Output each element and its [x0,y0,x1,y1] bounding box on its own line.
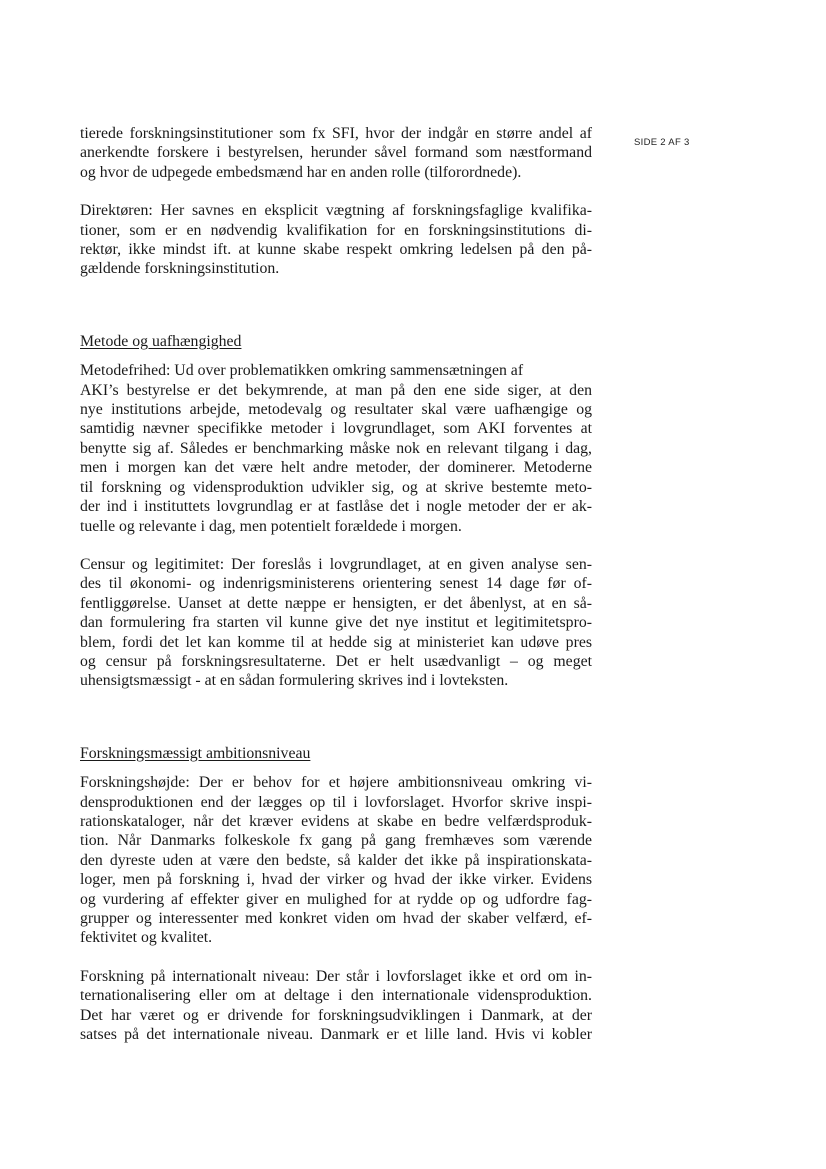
text-line: der ind i instituttets lovgrundlag er at fastlåse det i nogle metoder der er ak- [80,498,592,516]
paragraph-method-freedom [80,361,592,536]
text-line: Censur og legitimitet: Der foreslås i lovgrundlaget, at en given analyse sen- [80,555,592,573]
body-text [80,124,592,1063]
text-line: benytte sig af. Således er benchmarking måske nok en relevant tilgang i dag, [80,439,592,457]
paragraph-director [80,201,592,279]
text-line: grupper og interessenter med konkret viden om hvad der skaber velfærd, ef- [80,910,592,927]
text-line: Det har været og er drivende for forskningsudviklingen i Danmark, at der [80,1006,592,1024]
text-line: gældende forskningsinstitution. [80,260,280,278]
paragraph-international-research [80,967,592,1045]
text-line: Direktøren: Her savnes en eksplicit vægtning af forskningsfaglige kvalifika- [80,202,592,220]
paragraph-censorship-legitimacy [80,555,592,691]
text-line: nye institutions arbejde, metodevalg og resultater skal være uafhængige og [80,401,592,419]
text-line: tioner, som er en nødvendig kvalifikation for en forskningsinstitutions di- [80,221,592,239]
text-line: til forskning og vidensproduktion udvikler sig, og at skrive bestemte meto- [80,478,592,496]
text-line: men i morgen kan det være helt andre metoder, der dominerer. Metoderne [80,459,592,477]
text-line: tierede forskningsinstitutioner som fx SFI, hvor der indgår en større andel af [80,125,592,142]
paragraph-research-level [80,773,592,948]
section-heading-method: Metode og uafhængighed [80,332,242,350]
text-line: fektivitet og kvalitet. [80,929,213,947]
text-line: blem, fordi det let kan komme til at hedde sig at ministeriet kan udøve pres [80,633,592,651]
section-spacer [80,710,592,744]
text-line: dan formulering fra starten vil kunne give det nye institut et legitimitetspro- [80,614,592,632]
text-line: og vurdering af effekter giver en mulighed for at rydde op og udfordre fag- [80,890,592,908]
text-line: rationskataloger, når det kræver evidens at skabe en bedre velfærdsproduk- [80,812,592,830]
text-line: Metodefrihed: Ud over problematikken omkring sammensætningen af [80,362,524,380]
text-line: uhensigtsmæssigt - at en sådan formulering skrives ind i lovteksten. [80,672,509,690]
text-line: densproduktionen end der lægges op til i lovforslaget. Hvorfor skrive inspi- [80,793,592,811]
text-line: tion. Når Danmarks folkeskole fx gang på gang fremhæves som værende [80,832,592,850]
text-line: rektør, ikke mindst ift. at kunne skabe respekt omkring ledelsen på den på- [80,241,592,259]
text-line: den dyreste uden at være den bedste, så kalder det ikke på inspirationskata- [80,851,592,869]
text-line: tuelle og relevante i dag, men potentielt forældede i morgen. [80,517,462,535]
text-line: Forskningshøjde: Der er behov for et højere ambitionsniveau omkring vi- [80,774,592,792]
page-number: SIDE 2 AF 3 [634,137,690,148]
text-line: og hvor de udpegede embedsmænd har en anden rolle (tilforordnede). [80,163,522,181]
text-line: AKI’s bestyrelse er det bekymrende, at man på den ene side siger, at den [80,381,592,399]
text-line: Forskning på internationalt niveau: Der står i lovforslaget ikke et ord om in- [80,967,592,985]
section-heading-ambition: Forskningsmæssigt ambitionsniveau [80,744,311,762]
text-line: satses på det internationale niveau. Danmark er et lille land. Hvis vi kobler [80,1026,592,1044]
section-spacer [80,298,592,332]
text-line: des til økonomi- og indenrigsministerens orientering senest 14 dage før of- [80,575,592,593]
text-line: anerkendte forskere i bestyrelsen, herunder såvel formand som næstformand [80,144,592,162]
paragraph-board-composition-end [80,124,592,182]
text-line: ternationalisering eller om at deltage i den internationale vidensproduktion. [80,987,592,1005]
text-line: loger, men på forskning i, hvad der virker og hvad der ikke virker. Evidens [80,871,592,889]
text-line: og censur på forskningsresultaterne. Det er helt usædvanligt – og meget [80,652,592,670]
text-line: fentliggørelse. Uanset at dette næppe er hensigten, er det åbenlyst, at en så- [80,594,592,612]
text-line: samtidig nævner specifikke metoder i lovgrundlaget, som AKI forventes at [80,420,592,438]
